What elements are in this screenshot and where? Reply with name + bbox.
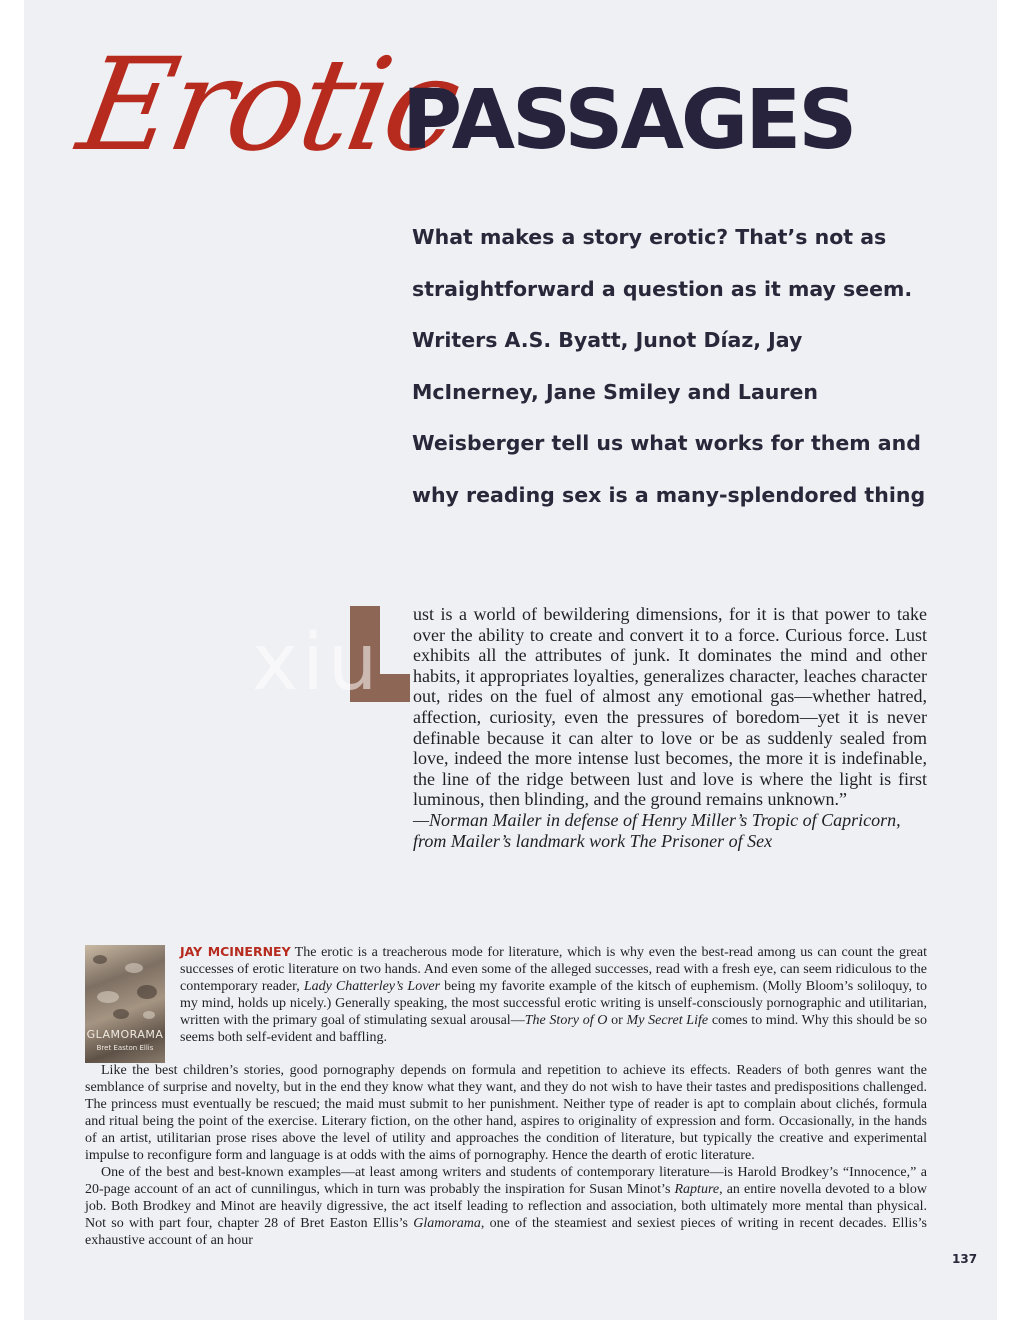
cover-texture	[113, 1009, 129, 1019]
article-opening	[180, 943, 927, 1046]
page-number: 137	[952, 1252, 978, 1266]
article-text: comes to mind. Why this should be so seems both self-evident and baffling.	[180, 1013, 927, 1046]
cover-texture	[125, 963, 143, 973]
article-paragraph-1	[180, 943, 927, 1046]
quote-attribution-1: —Norman Mailer in defense of Henry Miller’s Tropic of Capricorn,	[413, 809, 901, 830]
book-title-italic: Rapture	[674, 1182, 720, 1198]
script-title-erotic: Erotic	[68, 31, 467, 180]
quote-attribution-2: from Mailer’s landmark work The Prisoner of Sex	[413, 830, 773, 851]
cover-texture	[143, 1011, 155, 1019]
block-title-passages: PASSAGES	[402, 73, 855, 168]
article-text: or	[607, 1013, 627, 1029]
article-paragraph-3	[85, 1164, 927, 1249]
pull-quote	[413, 604, 927, 851]
book-title-italic: Glamorama	[413, 1216, 481, 1232]
article-text: , one of the steamiest and sexiest pieces of writing in recent decades. Ellis’s exhaustive account of an hour	[85, 1216, 928, 1249]
cover-author: Bret Easton Ellis	[96, 1044, 154, 1052]
cover-title: GLAMORAMA	[86, 1028, 164, 1041]
article-text: The erotic is a treacherous mode for literature, which is why even the best-read among us can count the great successes of erotic literature on two hands. And even some of the alleged successes, read with a fresh eye, can seem ridiculous to the contemporary reader,	[180, 945, 927, 995]
quote-text: ust is a world of bewildering dimensions, for it is that power to take over the ability to create and convert it to a force. Curious force. Lust exhibits all the attributes of junk. It dominates the mind and other habits, it appropriates loyalties, generalizes character, leaches character out, rides on the fuel of almost any emotional gas—whether hatred, affection, curiosity, even the pressures of boredom—yet it is never definable because it can alter to love or be as suddenly sealed from love, indeed the more intense lust becomes, the more it is indefinable, the line of the ridge between lust and love is where the light is first luminous, then blinding, and the ground remains unknown.”	[413, 604, 927, 810]
book-cover-glamorama	[85, 945, 165, 1063]
cover-texture	[93, 955, 107, 964]
article-text: One of the best and best-known examples—at least among writers and students of contemporary literature—is Harold Brodkey’s “Innocence,” a 20-page account of an act of cunnilingus, which in turn was probably the inspiration for Susan Minot’s	[85, 1165, 927, 1198]
byline-jay-mcinerney: JAY MCINERNEY	[180, 944, 291, 959]
article-paragraph-2: Like the best children’s stories, good pornography depends on formula and repetition to achieve its effects. Readers of both genres want the semblance of surprise and novelty, but in the end they know what they want, and they do not wish to have their tastes and predispositions challenged. The princess must eventually be rescued; the maid must submit to her punishment. Neither type of reader is apt to complain about clichés, formula and ritual being the point of the exercise. Literary fiction, on the other hand, aspires to originality of expression and form. Occasionally, in the hands of an artist, utilitarian prose rises above the level of utility and approaches the condition of literature, but typically the creative and experimental impulse to reconfigure form and language is at odds with the aims of pornography. Hence the dearth of erotic literature.	[85, 1063, 927, 1164]
cover-texture	[137, 985, 157, 999]
article-body	[85, 1062, 927, 1250]
article-text: , an entire novella devoted to a blow job. Both Brodkey and Minot are heavily digressive, the act itself leading to reflection and association, both ultimately more mental than physical. Not so with part four, chapter 28 of Bret Easton Ellis’s	[85, 1182, 927, 1232]
book-title-italic: The Story of O	[524, 1013, 608, 1029]
book-title-italic: My Secret Life	[626, 1013, 709, 1029]
book-title-italic: Lady Chatterley’s Lover	[303, 979, 441, 995]
drop-cap-l	[350, 606, 410, 702]
article-text: being my favorite example of the kitsch of euphemism. (Molly Bloom’s soliloquy, to my mind, holds up nicely.) Generally speaking, the most successful erotic writing is unself-consciously pornographic and utilitarian, written with the primary goal of stimulating sexual arousal—	[180, 979, 927, 1029]
watermark: xiu	[252, 618, 382, 708]
dek-intro: What makes a story erotic? That’s not as straightforward a question as it may seem. Writers A.S. Byatt, Junot Díaz, Jay McInerney, Jane Smiley and Lauren Weisberger tell us what works for them and why reading sex is a many-splendored thing	[412, 225, 926, 507]
drop-cap-foot	[350, 674, 410, 702]
cover-texture	[97, 991, 119, 1003]
